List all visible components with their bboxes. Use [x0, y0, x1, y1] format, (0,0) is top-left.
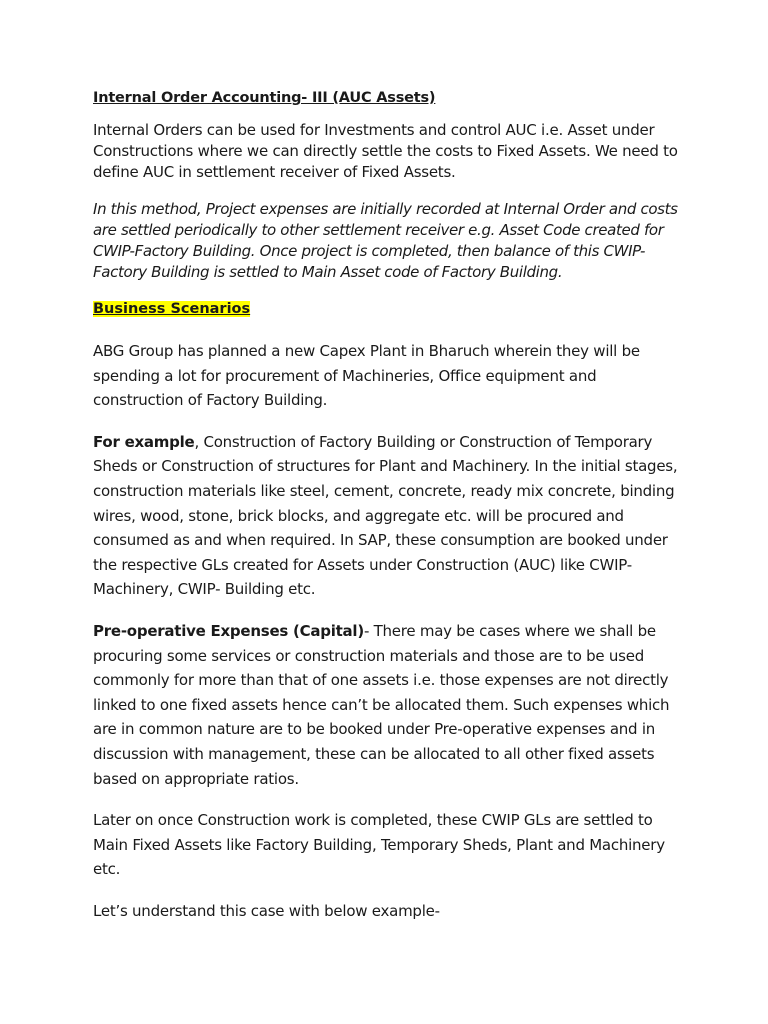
closing-paragraph: Let’s understand this case with below example-	[93, 901, 440, 920]
preoperative-text: - There may be cases where we shall be procuring some services or construction materials and those are to be used commonly for more than that of one assets i.e. those expenses are not directly linked to one fixed assets hence can’t be allocated them. Such expenses which are in common nature are to be booked under Pre-operative expenses and in discussion with management, these can be allocated to all other fixed assets based on appropriate ratios.	[93, 621, 670, 788]
document-title: Internal Order Accounting- III (AUC Assets)	[93, 90, 436, 106]
section-heading	[93, 299, 683, 319]
highlighted-heading-text: Business Scenarios	[93, 301, 251, 317]
scenario-paragraph: ABG Group has planned a new Capex Plant in Bharuch wherein they will be spending a lot for procurement of Machineries, Office equipment and construction of Factory Building.	[93, 342, 640, 410]
method-note-paragraph: In this method, Project expenses are initially recorded at Internal Order and costs are settled periodically to other settlement receiver e.g. Asset Code created for CWIP-Factory Building. Once project is completed, then balance of this CWIP-Factory Building is settled to Main Asset code of Factory Building.	[93, 200, 678, 281]
preoperative-paragraph	[93, 619, 683, 791]
preoperative-label: Pre-operative Expenses (Capital)	[93, 621, 364, 640]
example-paragraph	[93, 430, 683, 602]
intro-paragraph: Internal Orders can be used for Investments and control AUC i.e. Asset under Constructions where we can directly settle the costs to Fixed Assets. We need to define AUC in settlement receiver of Fixed Assets.	[93, 121, 678, 181]
example-text: , Construction of Factory Building or Construction of Temporary Sheds or Construction of structures for Plant and Machinery. In the initial stages, construction materials like steel, cement, concrete, ready mix concrete, binding wires, wood, stone, brick blocks, and aggregate etc. will be procured and consumed as and when required. In SAP, these consumption are booked under the respective GLs created for Assets under Construction (AUC) like CWIP- Machinery, CWIP- Building etc.	[93, 432, 678, 599]
example-label: For example	[93, 432, 195, 451]
document-page	[93, 88, 683, 940]
settlement-paragraph: Later on once Construction work is completed, these CWIP GLs are settled to Main Fixed Assets like Factory Building, Temporary Sheds, Plant and Machinery etc.	[93, 811, 665, 879]
